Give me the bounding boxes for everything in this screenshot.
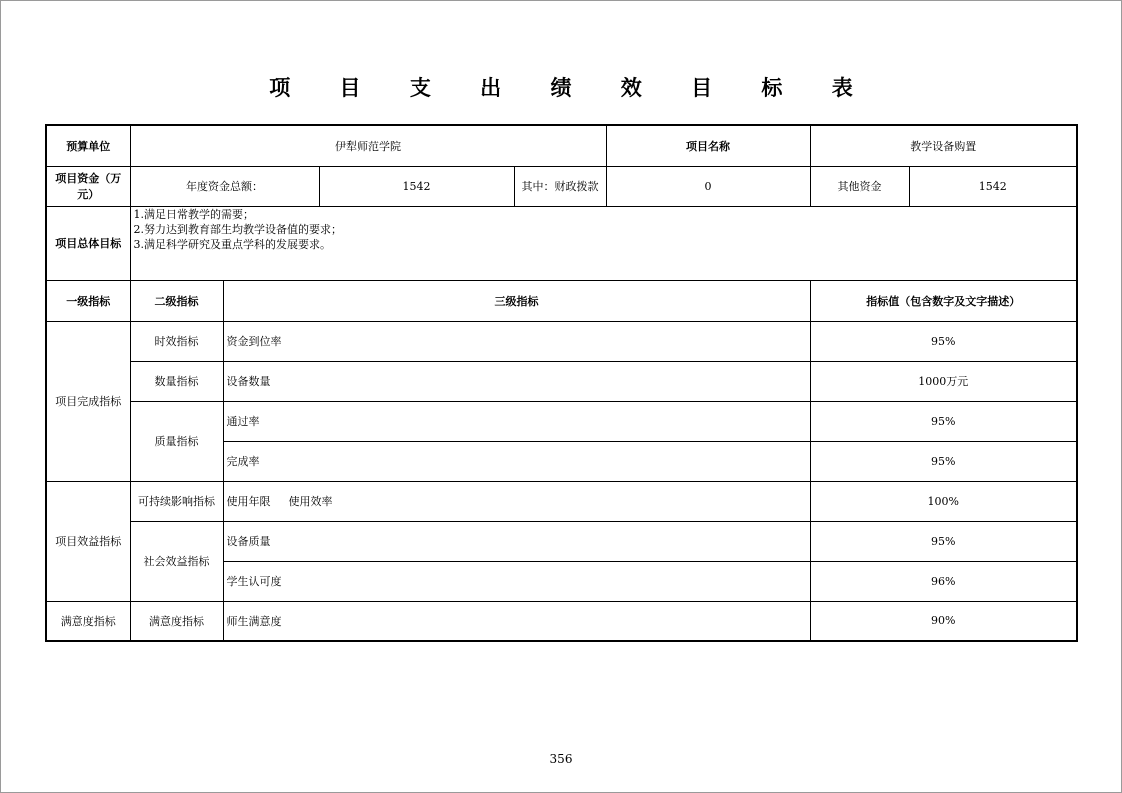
funds-other-label: 其他资金 bbox=[810, 166, 909, 206]
level3-cell: 使用年限 使用效率 bbox=[223, 481, 810, 521]
value-cell: 95% bbox=[810, 321, 1077, 361]
project-name-label: 项目名称 bbox=[606, 125, 810, 166]
budget-unit-value: 伊犁师范学院 bbox=[130, 125, 606, 166]
table-row bbox=[46, 601, 1077, 641]
funds-other-value: 1542 bbox=[909, 166, 1077, 206]
level3-cell: 资金到位率 bbox=[223, 321, 810, 361]
goal-item: 1.满足日常教学的需要； bbox=[133, 207, 254, 221]
level3-cell: 设备数量 bbox=[223, 361, 810, 401]
goal-item: 2.努力达到教育部生均教学设备值的要求； bbox=[133, 222, 342, 236]
funds-row bbox=[46, 166, 1077, 206]
funds-fiscal-label: 其中：财政拨款 bbox=[514, 166, 606, 206]
table-row bbox=[46, 481, 1077, 521]
value-cell: 96% bbox=[810, 561, 1077, 601]
header-row bbox=[46, 125, 1077, 166]
goal-item: 3.满足科学研究及重点学科的发展要求。 bbox=[133, 237, 331, 251]
goals-list bbox=[130, 206, 1077, 280]
funds-total-value: 1542 bbox=[319, 166, 514, 206]
goals-label: 项目总体目标 bbox=[46, 206, 130, 280]
level2-cell: 可持续影响指标 bbox=[130, 481, 223, 521]
level1-cell: 项目效益指标 bbox=[46, 481, 130, 601]
funds-fiscal-value: 0 bbox=[606, 166, 810, 206]
budget-unit-label: 预算单位 bbox=[46, 125, 130, 166]
value-cell: 95% bbox=[810, 401, 1077, 441]
value-cell: 100% bbox=[810, 481, 1077, 521]
value-cell: 95% bbox=[810, 441, 1077, 481]
level2-cell: 数量指标 bbox=[130, 361, 223, 401]
table-row bbox=[46, 321, 1077, 361]
level2-cell: 时效指标 bbox=[130, 321, 223, 361]
level2-cell: 满意度指标 bbox=[130, 601, 223, 641]
level3-cell: 通过率 bbox=[223, 401, 810, 441]
value-cell: 1000万元 bbox=[810, 361, 1077, 401]
level1-cell: 满意度指标 bbox=[46, 601, 130, 641]
project-name-value: 教学设备购置 bbox=[810, 125, 1077, 166]
col-header-level2: 二级指标 bbox=[130, 280, 223, 321]
col-header-level1: 一级指标 bbox=[46, 280, 130, 321]
table-row bbox=[46, 401, 1077, 441]
table-row bbox=[46, 361, 1077, 401]
level1-cell: 项目完成指标 bbox=[46, 321, 130, 481]
value-cell: 95% bbox=[810, 521, 1077, 561]
page-title: 项 目 支 出 绩 效 目 标 表 bbox=[269, 76, 874, 100]
funds-label: 项目资金（万元） bbox=[46, 166, 130, 206]
goals-row bbox=[46, 206, 1077, 280]
level3-cell: 师生满意度 bbox=[223, 601, 810, 641]
performance-target-table bbox=[45, 124, 1078, 642]
value-cell: 90% bbox=[810, 601, 1077, 641]
col-header-value: 指标值（包含数字及文字描述） bbox=[810, 280, 1077, 321]
column-header-row bbox=[46, 280, 1077, 321]
funds-total-label: 年度资金总额： bbox=[130, 166, 319, 206]
level3-cell: 设备质量 bbox=[223, 521, 810, 561]
col-header-level3: 三级指标 bbox=[223, 280, 810, 321]
level3-cell: 学生认可度 bbox=[223, 561, 810, 601]
page-number: 356 bbox=[549, 752, 573, 766]
level3-cell: 完成率 bbox=[223, 441, 810, 481]
level2-cell: 社会效益指标 bbox=[130, 521, 223, 601]
table-row bbox=[46, 521, 1077, 561]
level2-cell: 质量指标 bbox=[130, 401, 223, 481]
